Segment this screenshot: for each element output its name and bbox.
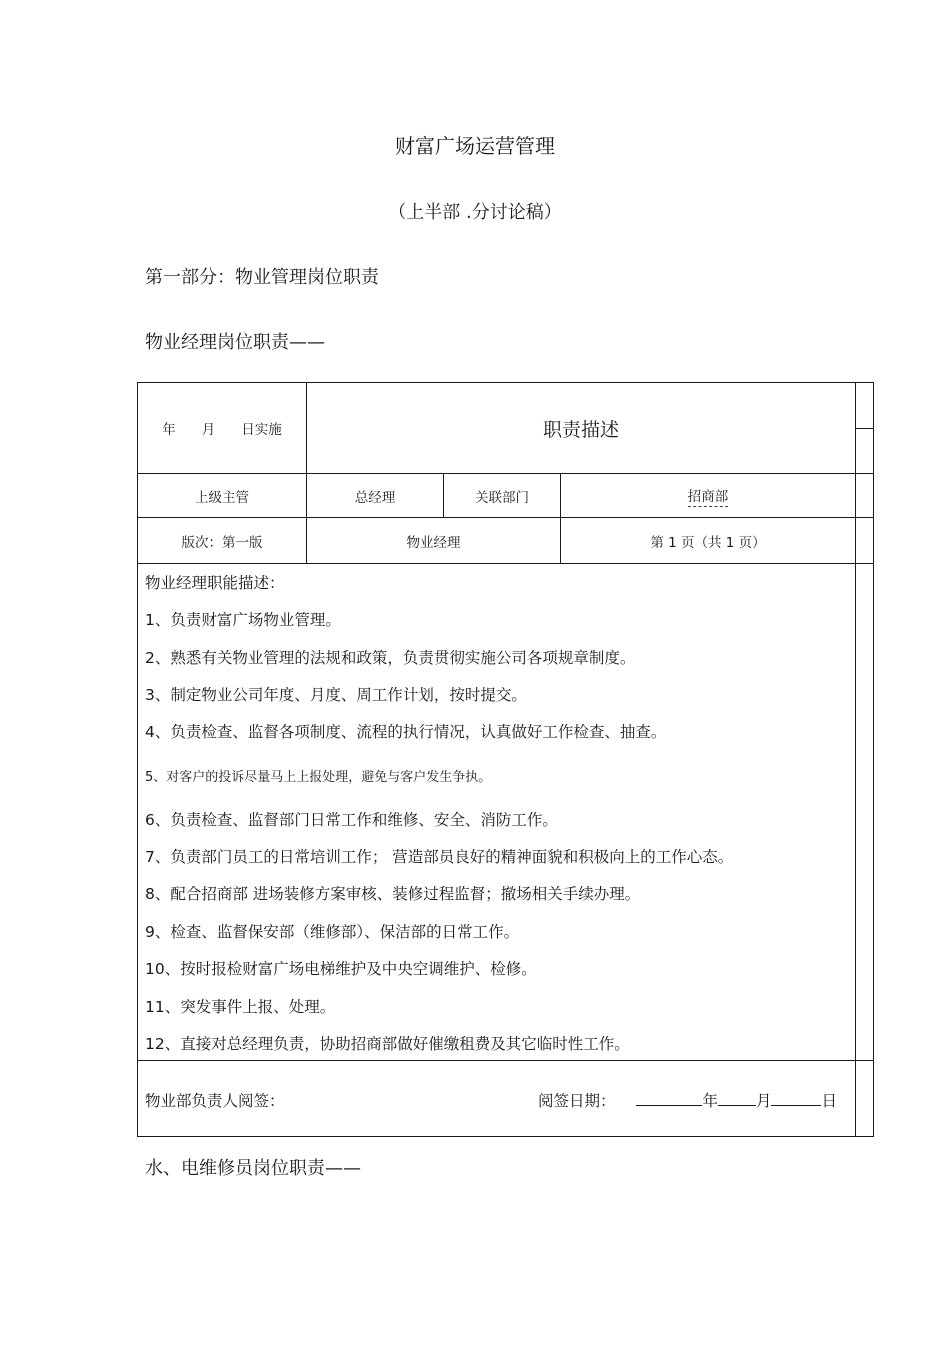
- related-department-value-cell: [561, 473, 855, 518]
- duty-item: 8、配合招商部 进场装修方案审核、装修过程监督；撤场相关手续办理。: [145, 885, 641, 903]
- sign-date-label: 阅签日期：: [538, 1092, 616, 1110]
- duty-item: 4、负责检查、监督各项制度、流程的执行情况，认真做好工作检查、抽查。: [145, 723, 667, 741]
- duties-header: 物业经理职能描述：: [145, 574, 285, 592]
- sign-day-blank: [771, 1089, 821, 1106]
- implementation-date-cell: [137, 383, 307, 473]
- position-cell: 物业经理: [406, 534, 461, 551]
- duty-item: 11、突发事件上报、处理。: [145, 998, 336, 1016]
- duty-item: 7、负责部门员工的日常培训工作； 营造部员良好的精神面貌和积极向上的工作心态。: [145, 848, 734, 866]
- superior-label: 上级主管: [195, 489, 249, 506]
- section-heading: 物业经理岗位职责——: [145, 332, 325, 353]
- sign-year-blank: [636, 1089, 702, 1106]
- date-month: 月: [201, 422, 216, 438]
- duty-item: 5、对客户的投诉尽量马上上报处理，避免与客户发生争执。: [145, 770, 492, 785]
- duty-item: 1、负责财富广场物业管理。: [145, 611, 341, 629]
- sign-year: 年: [702, 1092, 718, 1110]
- version-cell: 版次：第一版: [181, 534, 263, 551]
- page-info-cell: 第 1 页（共 1 页）: [650, 534, 766, 551]
- related-department-value: 招商部: [688, 485, 729, 507]
- document-subtitle: （上半部 .分讨论稿）: [388, 202, 562, 223]
- superior-value: 总经理: [354, 489, 396, 506]
- duty-description-title: 职责描述: [542, 418, 619, 441]
- sign-day: 日: [821, 1092, 837, 1110]
- sign-month: 月: [755, 1092, 772, 1110]
- document-title: 财富广场运营管理: [395, 134, 555, 158]
- part-heading: 第一部分：物业管理岗位职责: [145, 267, 379, 288]
- duty-item: 3、制定物业公司年度、月度、周工作计划，按时提交。: [145, 686, 527, 704]
- duty-item: 12、直接对总经理负责，协助招商部做好催缴租费及其它临时性工作。: [145, 1035, 630, 1053]
- related-department-label: 关联部门: [475, 489, 529, 506]
- date-day: 日实施: [241, 422, 282, 438]
- date-year: 年: [162, 422, 176, 438]
- duty-item: 9、检查、监督保安部（维修部）、保洁部的日常工作。: [145, 923, 520, 941]
- sign-label: 物业部负责人阅签：: [145, 1092, 285, 1110]
- sign-month-blank: [718, 1089, 756, 1106]
- duty-item: 10、按时报检财富广场电梯维护及中央空调维护、检修。: [145, 960, 537, 978]
- next-section-heading: 水、电维修员岗位职责——: [145, 1158, 361, 1179]
- sign-date-row: [538, 1089, 837, 1111]
- duty-item: 6、负责检查、监督部门日常工作和维修、安全、消防工作。: [145, 811, 558, 829]
- duty-item: 2、熟悉有关物业管理的法规和政策，负责贯彻实施公司各项规章制度。: [145, 649, 636, 667]
